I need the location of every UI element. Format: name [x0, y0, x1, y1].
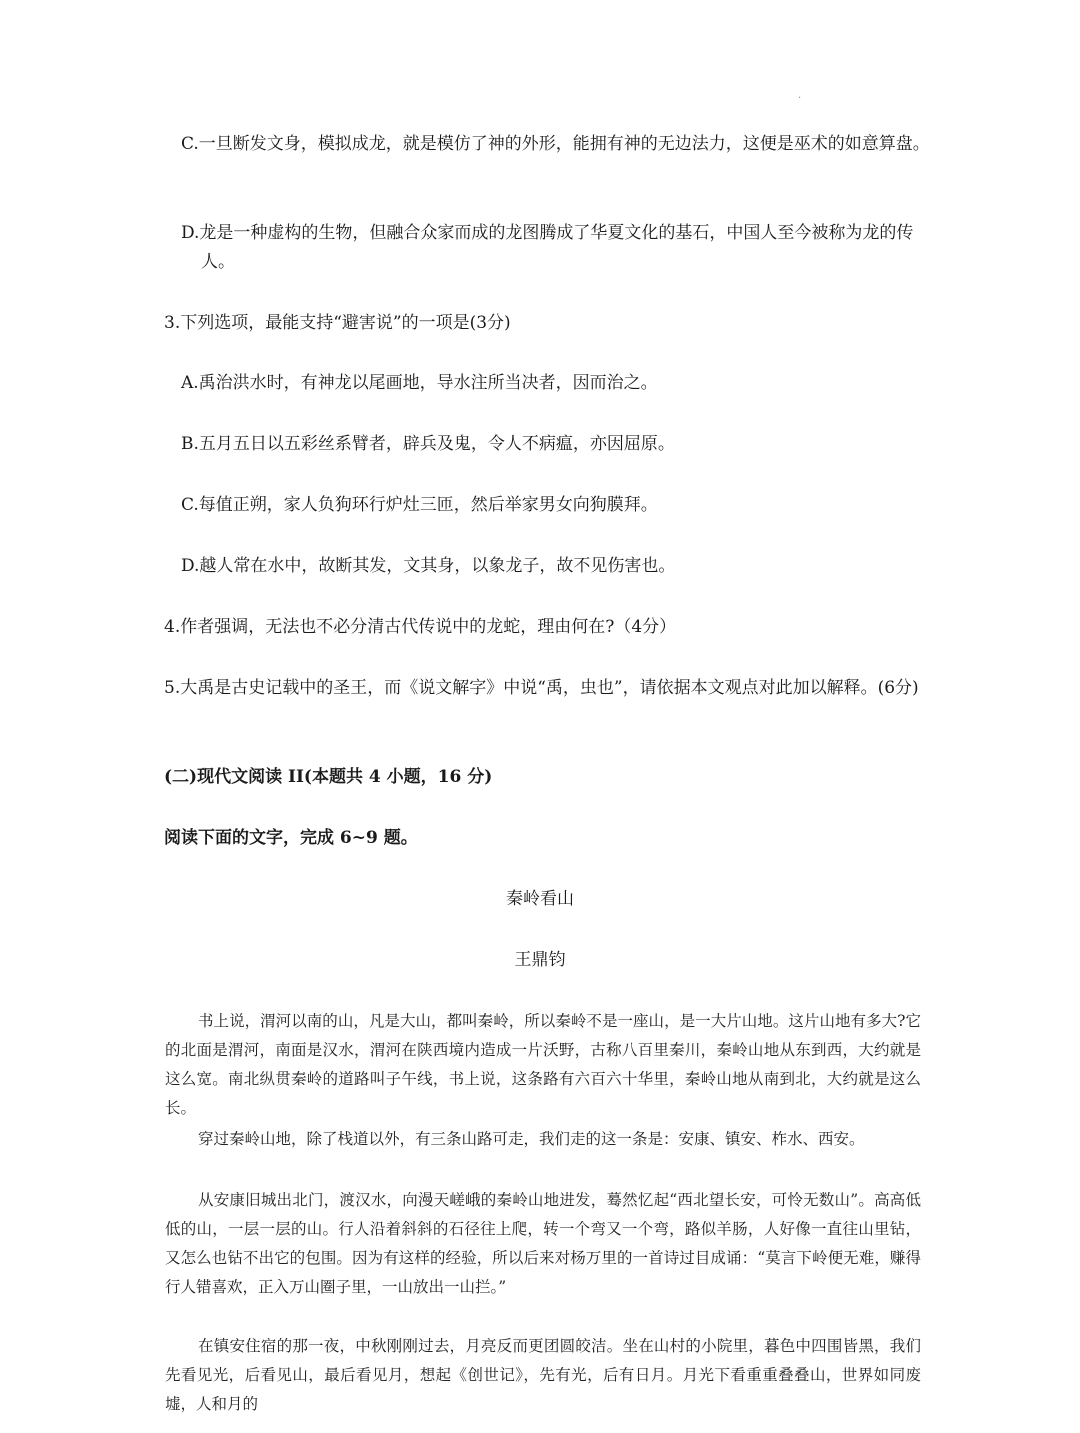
article-paragraph-1: 书上说，渭河以南的山，凡是大山，都叫秦岭，所以秦岭不是一座山，是一大片山地。这片山地有多大?它的北面是渭河，南面是汉水，渭河在陕西境内造成一片沃野，古称八百里秦川，秦岭山地从东到西，大约就是这么宽。南北纵贯秦岭的道路叫子午线，书上说，这条路有六百六十华里，秦岭山地从南到北，大约就是这么长。 [165, 1012, 921, 1117]
article-paragraph-3: 从安康旧城出北门，渡汉水，向漫天嵯峨的秦岭山地进发，蓦然忆起“西北望长安，可怜无数山”。高高低低的山，一层一层的山。行人沿着斜斜的石径往上爬，转一个弯又一个弯，路似羊肠，人好像一直往山里钻，又怎么也钻不出它的包围。因为有这样的经验，所以后来对杨万里的一首诗过目成诵：“莫言下岭便无难，赚得行人错喜欢，正入万山圈子里，一山放出一山拦。” [165, 1191, 921, 1296]
article-title: 秦岭看山 [506, 889, 574, 909]
question-5: 5.大禹是古史记载中的圣王，而《说文解字》中说“禹，虫也”，请依据本文观点对此加以解释。(6分) [164, 678, 919, 698]
option-q3-d: D.越人常在水中，故断其发，文其身，以象龙子，故不见伤害也。 [181, 556, 676, 576]
article-paragraph-4: 在镇安住宿的那一夜，中秋刚刚过去，月亮反而更团圆皎洁。坐在山村的小院里，暮色中四围皆黑，我们先看见光，后看见山，最后看见月，想起《创世记》，先有光，后有日月。月光下看重重叠叠山，世界如同废墟，人和月的 [165, 1337, 921, 1413]
page-speck: . [798, 90, 802, 101]
section-instruction: 阅读下面的文字，完成 6~9 题。 [164, 828, 418, 848]
option-q3-c: C.每值正朔，家人负狗环行炉灶三匝，然后举家男女向狗膜拜。 [181, 495, 658, 515]
question-3-stem: 3.下列选项，最能支持“避害说”的一项是(3分) [164, 313, 511, 333]
article-author: 王鼎钧 [514, 950, 566, 970]
option-q2-d: D.龙是一种虚构的生物，但融合众家而成的龙图腾成了华夏文化的基石，中国人至今被称为龙的传人。 [181, 223, 914, 272]
option-q3-b: B.五月五日以五彩丝系臂者，辟兵及鬼，令人不病瘟，亦因屈原。 [181, 434, 675, 454]
question-4: 4.作者强调，无法也不必分清古代传说中的龙蛇，理由何在?（4分） [164, 617, 677, 637]
option-q2-c: C.一旦断发文身，模拟成龙，就是模仿了神的外形，能拥有神的无边法力，这便是巫术的如意算盘。 [181, 134, 930, 154]
section-heading: (二)现代文阅读 II(本题共 4 小题，16 分) [164, 767, 493, 787]
option-q3-a: A.禹治洪水时，有神龙以尾画地，导水注所当决者，因而治之。 [181, 373, 658, 393]
article-paragraph-2: 穿过秦岭山地，除了栈道以外，有三条山路可走，我们走的这一条是：安康、镇安、柞水、西安。 [198, 1130, 865, 1148]
